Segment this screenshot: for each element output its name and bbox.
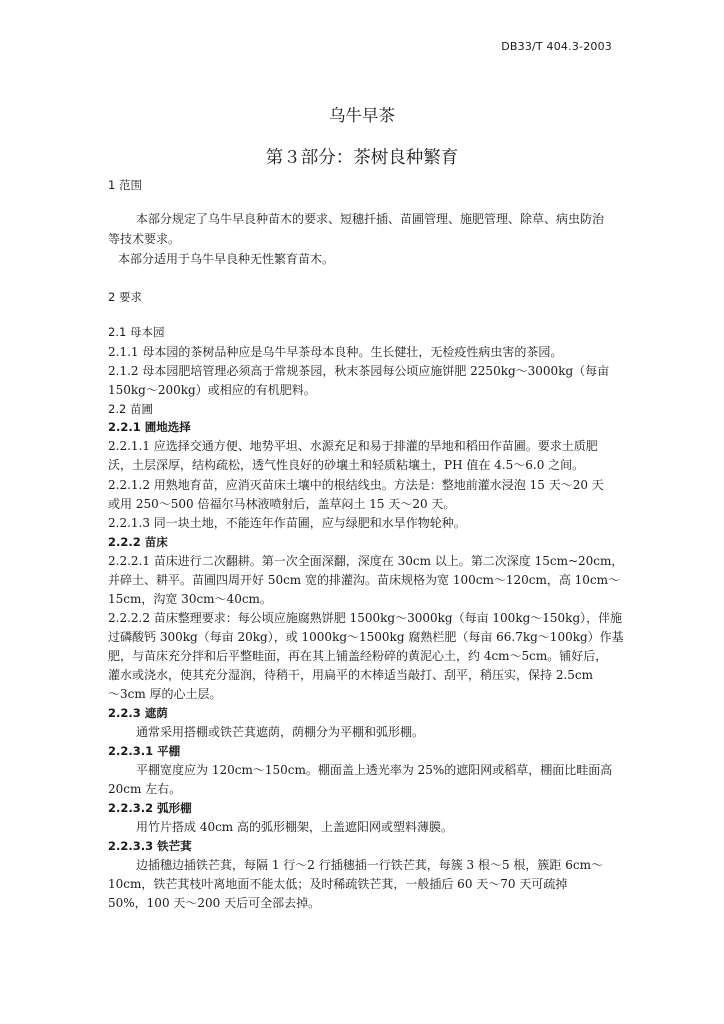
paragraph-line: 边插穗边插铁芒萁，每隔 1 行～2 行插穗插一行铁芒萁，每簇 3 根～5 根，簇距 6cm～ — [136, 858, 603, 872]
subsection-heading: 2.2.1 圃地选择 — [108, 420, 191, 434]
paragraph-line: 10cm，铁芒萁枝叶离地面不能太低；及时稀疏铁芒萁，一般插后 60 天～70 天可疏掉 — [108, 877, 568, 891]
paragraph-line: 或用 250～500 倍福尔马林液喷射后，盖草闷土 15 天～20 天。 — [108, 497, 456, 511]
paragraph-line: 2.2.1.1 应选择交通方便、地势平坦、水源充足和易于排灌的旱地和稻田作苗圃。要求土质肥 — [108, 439, 598, 453]
paragraph-line: ～3cm 厚的心土层。 — [108, 687, 222, 701]
subsection-heading: 2.2.3.3 铁芒萁 — [108, 839, 192, 853]
paragraph-line: 本部分规定了乌牛早良种苗木的要求、短穗扦插、苗圃管理、施肥管理、除草、病虫防治 — [136, 212, 605, 226]
subsection-heading: 2.2.3.2 弧形棚 — [108, 801, 192, 815]
document-title: 乌牛早茶 — [329, 106, 395, 125]
paragraph-line: 并碎土、耕平。苗圃四周开好 50cm 宽的排灌沟。苗床规格为宽 100cm～120cm，高 10cm～ — [108, 573, 621, 587]
paragraph-line: 沃，土层深厚，结构疏松，透气性良好的砂壤土和轻质粘壤土，PH 值在 4.5～6.0 之间。 — [108, 458, 585, 472]
paragraph-line: 50%，100 天～200 天后可全部去掉。 — [108, 896, 321, 910]
paragraph-line: 本部分适用于乌牛早良种无性繁育苗木。 — [118, 252, 335, 266]
paragraph-line: 用竹片搭成 40cm 高的弧形棚架，上盖遮阳网或塑料薄膜。 — [136, 820, 454, 834]
paragraph-line: 通常采用搭棚或铁芒萁遮荫，荫棚分为平棚和弧形棚。 — [136, 725, 425, 739]
paragraph-line: 150kg～200kg）或相应的有机肥料。 — [108, 383, 316, 397]
paragraph-line: 灌水或浇水，使其充分湿润，待稍干，用扁平的木棒适当敲打、刮平，稍压实，保持 2.5cm — [108, 668, 594, 682]
section-heading-requirements: 2 要求 — [108, 290, 142, 304]
subsection-heading: 2.2.3 遮荫 — [108, 706, 168, 720]
paragraph-line: 2.2.1.3 同一块土地，不能连年作苗圃，应与绿肥和水旱作物轮种。 — [108, 516, 466, 530]
subsection-heading: 2.2 苗圃 — [108, 402, 153, 416]
paragraph-line: 2.1.2 母本园肥培管理必须高于常规茶园，秋末茶园每公顷应施饼肥 2250kg～3000kg（每亩 — [108, 364, 610, 378]
paragraph-line: 15cm，沟宽 30cm～40cm。 — [108, 592, 272, 606]
paragraph-line: 2.2.2.2 苗床整理要求：每公顷应施腐熟饼肥 1500kg～3000kg（每亩 100kg～150kg），伴施 — [108, 611, 623, 625]
paragraph-line: 2.2.1.2 用熟地育苗，应消灭苗床土壤中的根结线虫。方法是：整地前灌水浸泡 15 天～20 天 — [108, 478, 604, 492]
paragraph-line: 过磷酸钙 300kg（每亩 20kg），或 1000kg～1500kg 腐熟栏肥（每亩 66.7kg～100kg）作基 — [108, 630, 624, 644]
paragraph-line: 2.2.2.1 苗床进行二次翻耕。第一次全面深翻，深度在 30cm 以上。第二次深度 15cm~20cm， — [108, 554, 624, 568]
subsection-heading: 2.2.2 苗床 — [108, 535, 168, 549]
paragraph-line: 2.1.1 母本园的茶树品种应是乌牛早茶母本良种。生长健壮，无检疫性病虫害的茶园。 — [108, 345, 563, 359]
paragraph-line: 肥，与苗床充分拌和后平整畦面，再在其上铺盖经粉碎的黄泥心土，约 4cm～5cm。铺好后， — [108, 649, 608, 663]
paragraph-line: 等技术要求。 — [108, 232, 181, 246]
subsection-heading: 2.2.3.1 平棚 — [108, 744, 181, 758]
paragraph-line: 20cm 左右。 — [108, 782, 182, 796]
subsection-heading: 2.1 母本园 — [108, 325, 165, 339]
standard-code: DB33/T 404.3-2003 — [501, 40, 612, 53]
section-heading-scope: 1 范围 — [108, 178, 142, 192]
paragraph-line: 平棚宽度应为 120cm～150cm。棚面盖上透光率为 25%的遮阳网或稻草，棚面比畦面高 — [136, 763, 613, 777]
part-title: 第３部分：茶树良种繁育 — [265, 148, 459, 168]
